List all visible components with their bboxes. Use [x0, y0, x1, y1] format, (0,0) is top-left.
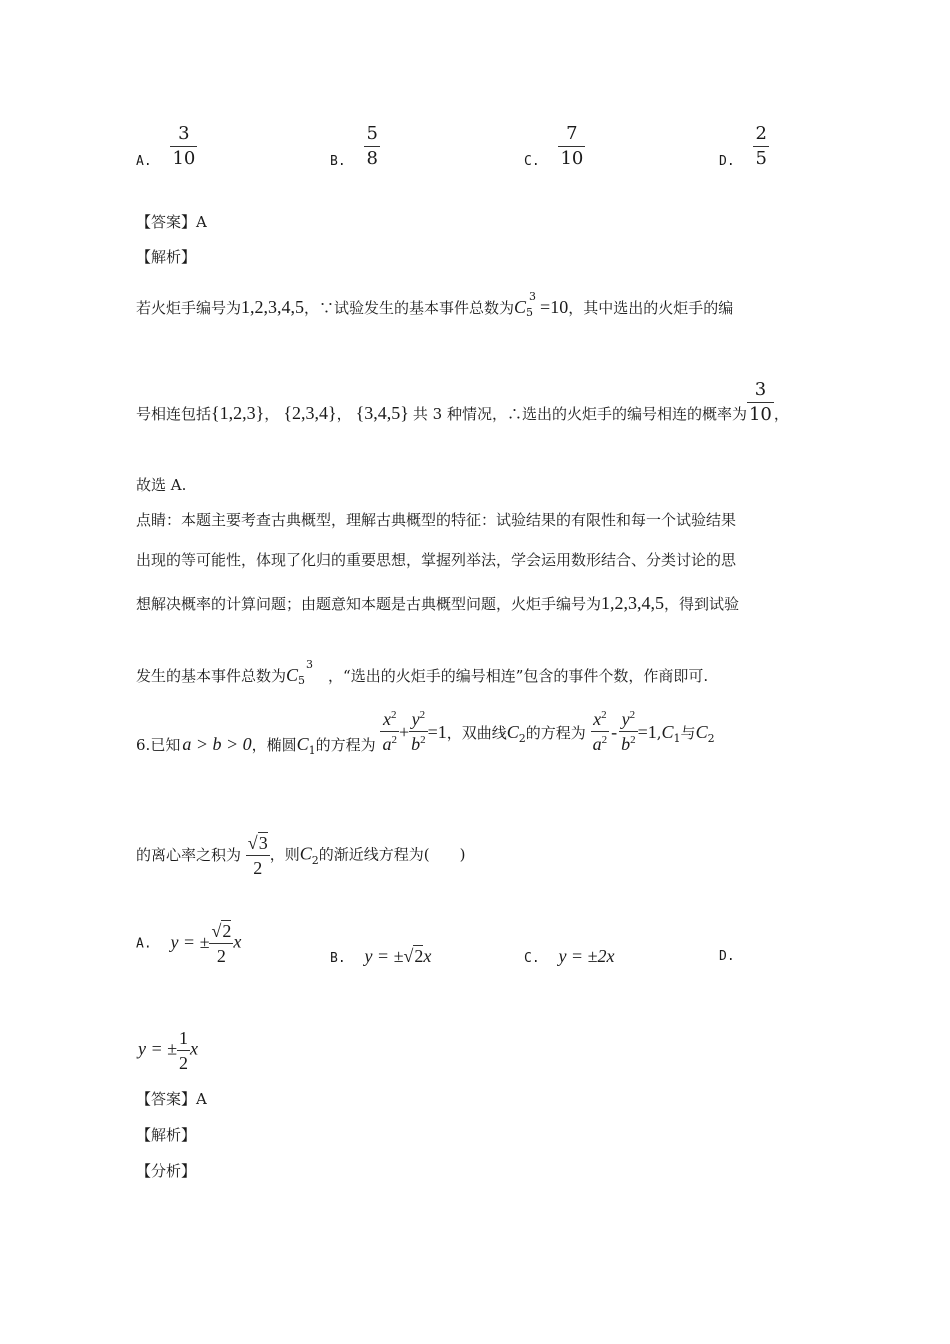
q6-option-d-label: D. — [719, 949, 735, 964]
q5-option-c — [524, 125, 585, 168]
q6-fenxi: 【分析】 — [136, 1162, 197, 1180]
option-label: C. — [524, 153, 540, 169]
set-2: {​2,3,4} — [283, 402, 337, 423]
hyperbola-y-term: $\frac{y^2}{b^2}$ — [621, 709, 636, 754]
q5-option-d — [719, 125, 769, 168]
q6-option-d: y = ± $\frac{1}{2}$ x — [138, 1028, 199, 1073]
comb-C: C — [514, 297, 527, 317]
q6-option-b: B. y = ±√2x — [330, 946, 432, 966]
set-3: {3,4,5} — [355, 402, 409, 423]
option-a-fraction: $\frac{√2}{2}$ — [211, 921, 232, 966]
torch-numbers: 1,2,3,4,5 — [241, 297, 305, 317]
q6-option-a: A. y = ± $\frac{√2}{2}$ x — [136, 921, 242, 966]
fraction: $\frac{7}{10}$ — [560, 123, 584, 169]
fraction: $\frac{5}{8}$ — [366, 123, 378, 169]
condition: a > b > 0 — [182, 733, 252, 754]
q5-solution-line2: 号相连包括{1,2,3}， {​2,3,4}， {3,4,5} 共 3 种情况，∴选出的火炬手的编号相连的概率为 $\frac{3}{10}$ ， — [136, 379, 789, 425]
probability-fraction: $\frac{3}{10}$ — [748, 379, 772, 425]
option-label: A. — [136, 153, 152, 169]
q5-note-line3: 想解决概率的计算问题；由题意知本题是古典概型问题，火炬手编号为1,2,3,4,5，得到试验 — [136, 593, 740, 613]
q6-option-c: C. y = ±2x — [524, 946, 615, 966]
q5-conclusion: 故选 A. — [136, 476, 187, 494]
ellipse-y-term: $\frac{y^2}{b^2}$ — [411, 709, 426, 754]
option-label: D. — [719, 153, 735, 169]
comb-C: C — [286, 665, 299, 685]
q5-solution-line1: 若火炬手编号为1,2,3,4,5，∵试验发生的基本事件总数为C 3 5 =10，其中选出的火炬手的编 — [136, 290, 734, 319]
q5-analysis-header: 【解析】 — [136, 248, 197, 266]
option-d-fraction: $\frac{1}{2}$ — [179, 1028, 189, 1073]
hyperbola-x-term: $\frac{x^2}{a^2}$ — [592, 709, 608, 754]
option-label: B. — [330, 153, 346, 169]
q5-note-line4: 发生的基本事件总数为C 3 5 ，“选出的火炬手的编号相连”包含的事件个数，作商即可. — [136, 658, 709, 687]
eccentricity-product: $\frac{√3}{2}$ — [247, 833, 268, 878]
ellipse-x-term: $\frac{x^2}{a^2}$ — [382, 709, 397, 754]
fraction: $\frac{3}{10}$ — [172, 123, 196, 169]
q6-analysis: 【解析】 — [136, 1126, 197, 1144]
set-1: {1,2,3} — [211, 402, 265, 423]
q5-option-a — [136, 125, 197, 168]
q6-stem-line1: 6.已知 a > b > 0，椭圆$C_1$的方程为 $\frac{x^2}{a^2}$ + $\frac{y^2}{b^2}$ =1，双曲线$C_2$的方程为 $\frac{x^2}{a^2}$ - $\frac{y^2}{b^2}$ $=1,C_1$与$C_2$ — [136, 709, 715, 757]
q5-answer: 【答案】A — [136, 213, 207, 231]
q5-note-line1: 点睛：本题主要考查古典概型，理解古典概型的特征：试验结果的有限性和每一个试验结果 — [136, 511, 737, 529]
q6-stem-line2: 的离心率之积为 $\frac{√3}{2}$ ，则$C_2$的渐近线方程为( ) — [136, 833, 466, 878]
fraction: $\frac{2}{5}$ — [755, 123, 767, 169]
q5-note-line2: 出现的等可能性，体现了化归的重要思想，掌握列举法，学会运用数形结合、分类讨论的思 — [136, 551, 737, 569]
q6-answer: 【答案】A — [136, 1090, 207, 1108]
q5-option-b — [330, 125, 380, 168]
